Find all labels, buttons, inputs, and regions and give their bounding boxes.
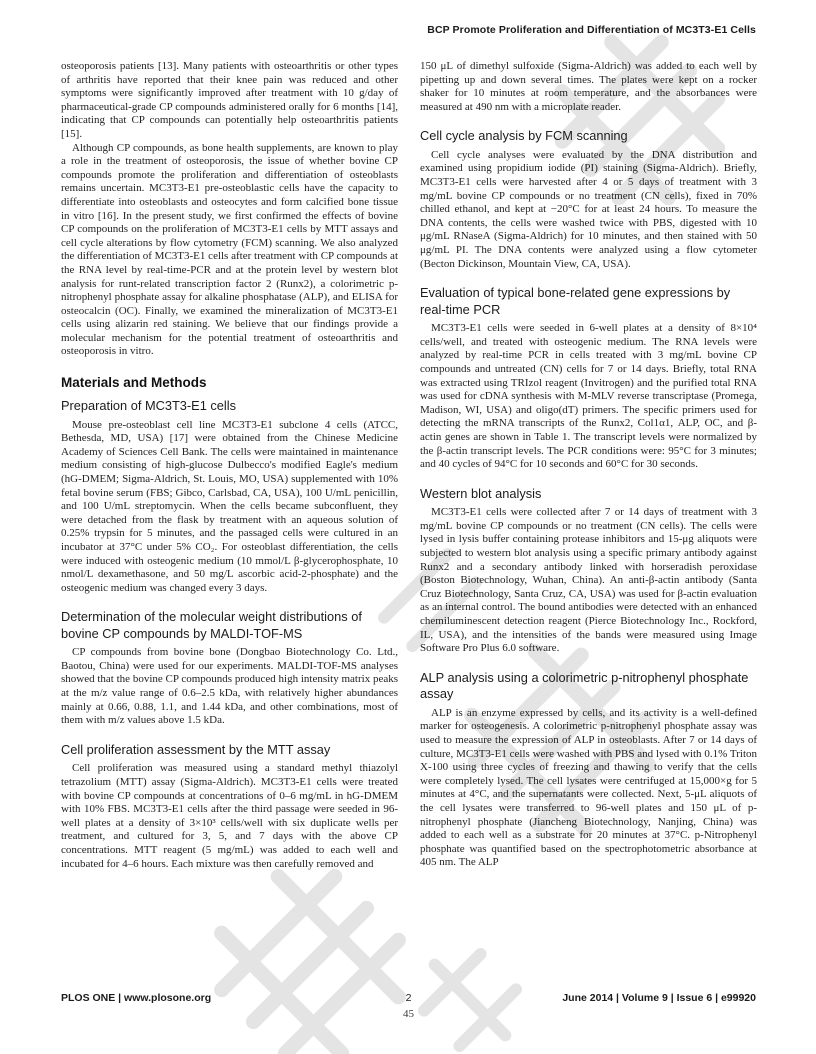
paragraph-realtime-pcr: MC3T3-E1 cells were seeded in 6-well plates at a density of 8×10⁴ cells/well, and treated with osteogenic medium. The RNA levels were analyzed by real-time PCR in cells treated with 3 mg/mL bovine CP compounds and untreated (CN) cells for 7 or 14 days. Briefly, total RNA was extracted using TRIzol reagent (Invitrogen) and the purified total RNA was used for cDNA synthesis with M-MLV reverse transcriptase (Promega, Madison, WI, USA) and oligo(dT) primers. The specific primers used for detecting the mRNA transcripts of the Runx2, Col1α1, ALP, OC, and β-actin genes are shown in Table 1. The transcript levels were normalized by the β-actin transcript levels. The PCR conditions were: 95°C for 3 minutes; and 40 cycles of 94°C for 10 seconds and 60°C for 30 seconds.: [420, 322, 757, 471]
subheading-preparation-cells: Preparation of MC3T3-E1 cells: [61, 398, 236, 414]
subheading-realtime-pcr: Evaluation of typical bone-related gene expressions by real-time PCR: [420, 285, 731, 317]
footer-issue-info: June 2014 | Volume 9 | Issue 6 | e99920: [562, 992, 756, 1004]
paragraph-western-blot: MC3T3-E1 cells were collected after 7 or 14 days of treatment with 3 mg/mL bovine CP compounds or no treatment (CN cells). The cells were lysed in lysis buffer containing protease inhibitors and 15-μg aliquots were subjected to western blot analysis using a specific primary antibody against Runx2 and a secondary antibody linked with horseradish peroxidase (Boston Biotechnology, Wuhan, China). An anti-β-actin antibody (Santa Cruz Biotechnology, Santa Cruz, CA, USA) was used for β-actin evaluation as an internal control. The bound antibodies were detected with an enhanced chemiluminescent detection reagent (Pierce Biotechnology Inc., Rockford, IL, USA), and the intensities of the bands were measured using Image Software Pro Plus 6.0 software.: [420, 506, 757, 655]
paragraph-continuation-right: 150 μL of dimethyl sulfoxide (Sigma-Aldrich) was added to each well by pipetting up and down several times. The plates were kept on a rocker shaker for 10 minutes at room temperature, and the absorbances were measured at 490 nm with a microplate reader.: [420, 60, 757, 113]
running-head: BCP Promote Proliferation and Differentiation of MC3T3-E1 Cells: [427, 24, 756, 36]
subheading-maldi-tof-ms: Determination of the molecular weight distributions of bovine CP compounds by MALDI-TOF-MS: [61, 609, 362, 641]
subheading-alp-assay: ALP analysis using a colorimetric p-nitrophenyl phosphate assay: [420, 669, 749, 702]
paragraph-continuation-left: osteoporosis patients [13]. Many patients with osteoarthritis or other types of arthritis have reported that their knee pain was reduced and other symptoms were significantly improved after treatment with 10 g/day of pharmaceutical-grade CP compounds administered orally for 6 months [14], indicating that CP compounds can potentially help osteoarthritis patients [15].: [61, 60, 398, 140]
subheading-cell-cycle-fcm: Cell cycle analysis by FCM scanning: [420, 128, 628, 144]
scan-page-number: 45: [403, 1008, 414, 1020]
paragraph-maldi-tof-ms: CP compounds from bovine bone (Dongbao Biotechnology Co. Ltd., Baotou, China) were used for our experiments. MALDI-TOF-MS analyses showed that the bovine CP compounds produced high intensity matrix peaks at the m/z value range of 0.6–2.5 kDa, with relatively higher abundances mainly at 0.66, 0.88, 1.1, and 1.44 kDa, and other combinations, most of them with m/z values above 1.5 kDa.: [61, 646, 398, 727]
paragraph-cell-cycle-fcm: Cell cycle analyses were evaluated by the DNA distribution and examined using propidium iodide (PI) staining (Sigma-Aldrich). Briefly, MC3T3-E1 cells were harvested after 4 or 5 days of treatment with 3 mg/mL bovine CP compounds or no treatment (CN cells), fixed in 70% chilled ethanol, and kept at −20°C for at least 24 hours. To measure the DNA contents, the cells were washed twice with PBS, digested with 10 μg/mL RNaseA (Sigma-Aldrich) for 10 minutes, and then stained with 50 μg/mL PI. The DNA contents were analyzed using a flow cytometer (Becton Dickinson, Mountain View, CA, USA).: [420, 148, 757, 270]
subheading-mtt-assay: Cell proliferation assessment by the MTT assay: [61, 741, 331, 757]
subheading-western-blot: Western blot analysis: [420, 485, 542, 501]
left-column: [61, 60, 398, 871]
footer-page-number: 2: [405, 992, 412, 1004]
paragraph-preparation-cells: Mouse pre-osteoblast cell line MC3T3-E1 subclone 4 cells (ATCC, Bethesda, MD, USA) [17] were obtained from the Chinese Medicine Academy of Sciences Cell Bank. The cells were maintained in maintenance medium consisting of high-glucose Dulbecco's modified Eagle's medium (hG-DMEM; Sigma-Aldrich, St. Louis, MO, USA) supplemented with 10% fetal bovine serum (FBS; Gibco, Carlsbad, CA, USA), 100 U/mL penicillin, and 100 U/mL streptomycin. When the cells became subconfluent, they were detached from the flask by treatment with an aqueous solution of 0.25% trypsin for 5 minutes, and the passaged cells were cultured in an incubator at 37°C under 5% CO₂. For osteoblast differentiation, the cells were induced with osteogenic medium (10 mmol/L β-glycerophosphate, 10 nmol/L dexamethasone, and 50 mg/L ascorbic acid-2-phosphate) and the osteogenic medium was changed every 3 days.: [61, 418, 398, 594]
page-footer: [61, 992, 756, 1032]
paragraph-alp-assay: ALP is an enzyme expressed by cells, and its activity is a well-defined marker for osteogenesis. A colorimetric p-nitrophenyl phosphate assay was used to measure the expression of ALP in osteoblasts. After 7 or 14 days of culture, MC3T3-E1 cells were washed with PBS and lysed with 0.1% Triton X-100 using three cycles of freezing and thawing to verify that the cells were completely lysed. The cell lysates were centrifuged at 15,000×g for 5 minutes at 4°C, and the supernatants were collected. Next, 5-μL aliquots of the cell lysates were transferred to 96-well plates and 150 μL of p-nitrophenyl phosphate (Jiancheng Biotechnology, Nanjing, China) was added to each well as a substrate for 20 minutes at 37°C. p-Nitrophenyl phosphate was quantified based on the spectrophotometric absorbance at 405 nm. The ALP: [420, 706, 757, 869]
right-column: [420, 60, 757, 870]
section-heading-materials-and-methods: Materials and Methods: [61, 375, 207, 391]
paragraph-introduction: Although CP compounds, as bone health supplements, are known to play a role in the treatment of osteoporosis, the issue of whether bovine CP compounds promote the proliferation and differentiation of osteoblasts remains uncertain. MC3T3-E1 pre-osteoblastic cells have the capacity to differentiate into osteoblasts and osteocytes and form calcified bone tissue in vitro [16]. In the present study, we first confirmed the effects of bovine CP compounds on the proliferation of MC3T3-E1 cells by MTT assays and cell cycle alterations by flow cytometry (FCM) scanning. We also analyzed the differentiation of MC3T3-E1 cells after treatment with CP compounds at the RNA level by real-time-PCR and at the protein level by western blot analysis for runt-related transcription factor 2 (Runx2), a colorimetric p-nitrophenyl phosphate assay for alkaline phosphatase (ALP), and ELISA for osteocalcin (OC). Finally, we examined the mineralization of MC3T3-E1 cells using alizarin red staining. We believe that our findings provide a molecular mechanism for the potential treatment of osteoarthritis and osteoporosis in vitro.: [61, 141, 398, 358]
footer-journal: PLOS ONE | www.plosone.org: [61, 992, 212, 1004]
paragraph-mtt-assay: Cell proliferation was measured using a standard methyl thiazolyl tetrazolium (MTT) assay (Sigma-Aldrich). MC3T3-E1 cells were treated with bovine CP compounds at concentrations of 0–6 mg/mL in hG-DMEM with 10% FBS. MC3T3-E1 cells after the third passage were seeded in 96-well plates at a density of 3×10³ cells/well with six duplicate wells per treatment, and cultured for 3, 5, and 7 days with the above CP concentrations. MTT reagent (5 mg/mL) was added to each well and incubated for 4–6 hours. Each mixture was then carefully removed and: [61, 762, 398, 870]
